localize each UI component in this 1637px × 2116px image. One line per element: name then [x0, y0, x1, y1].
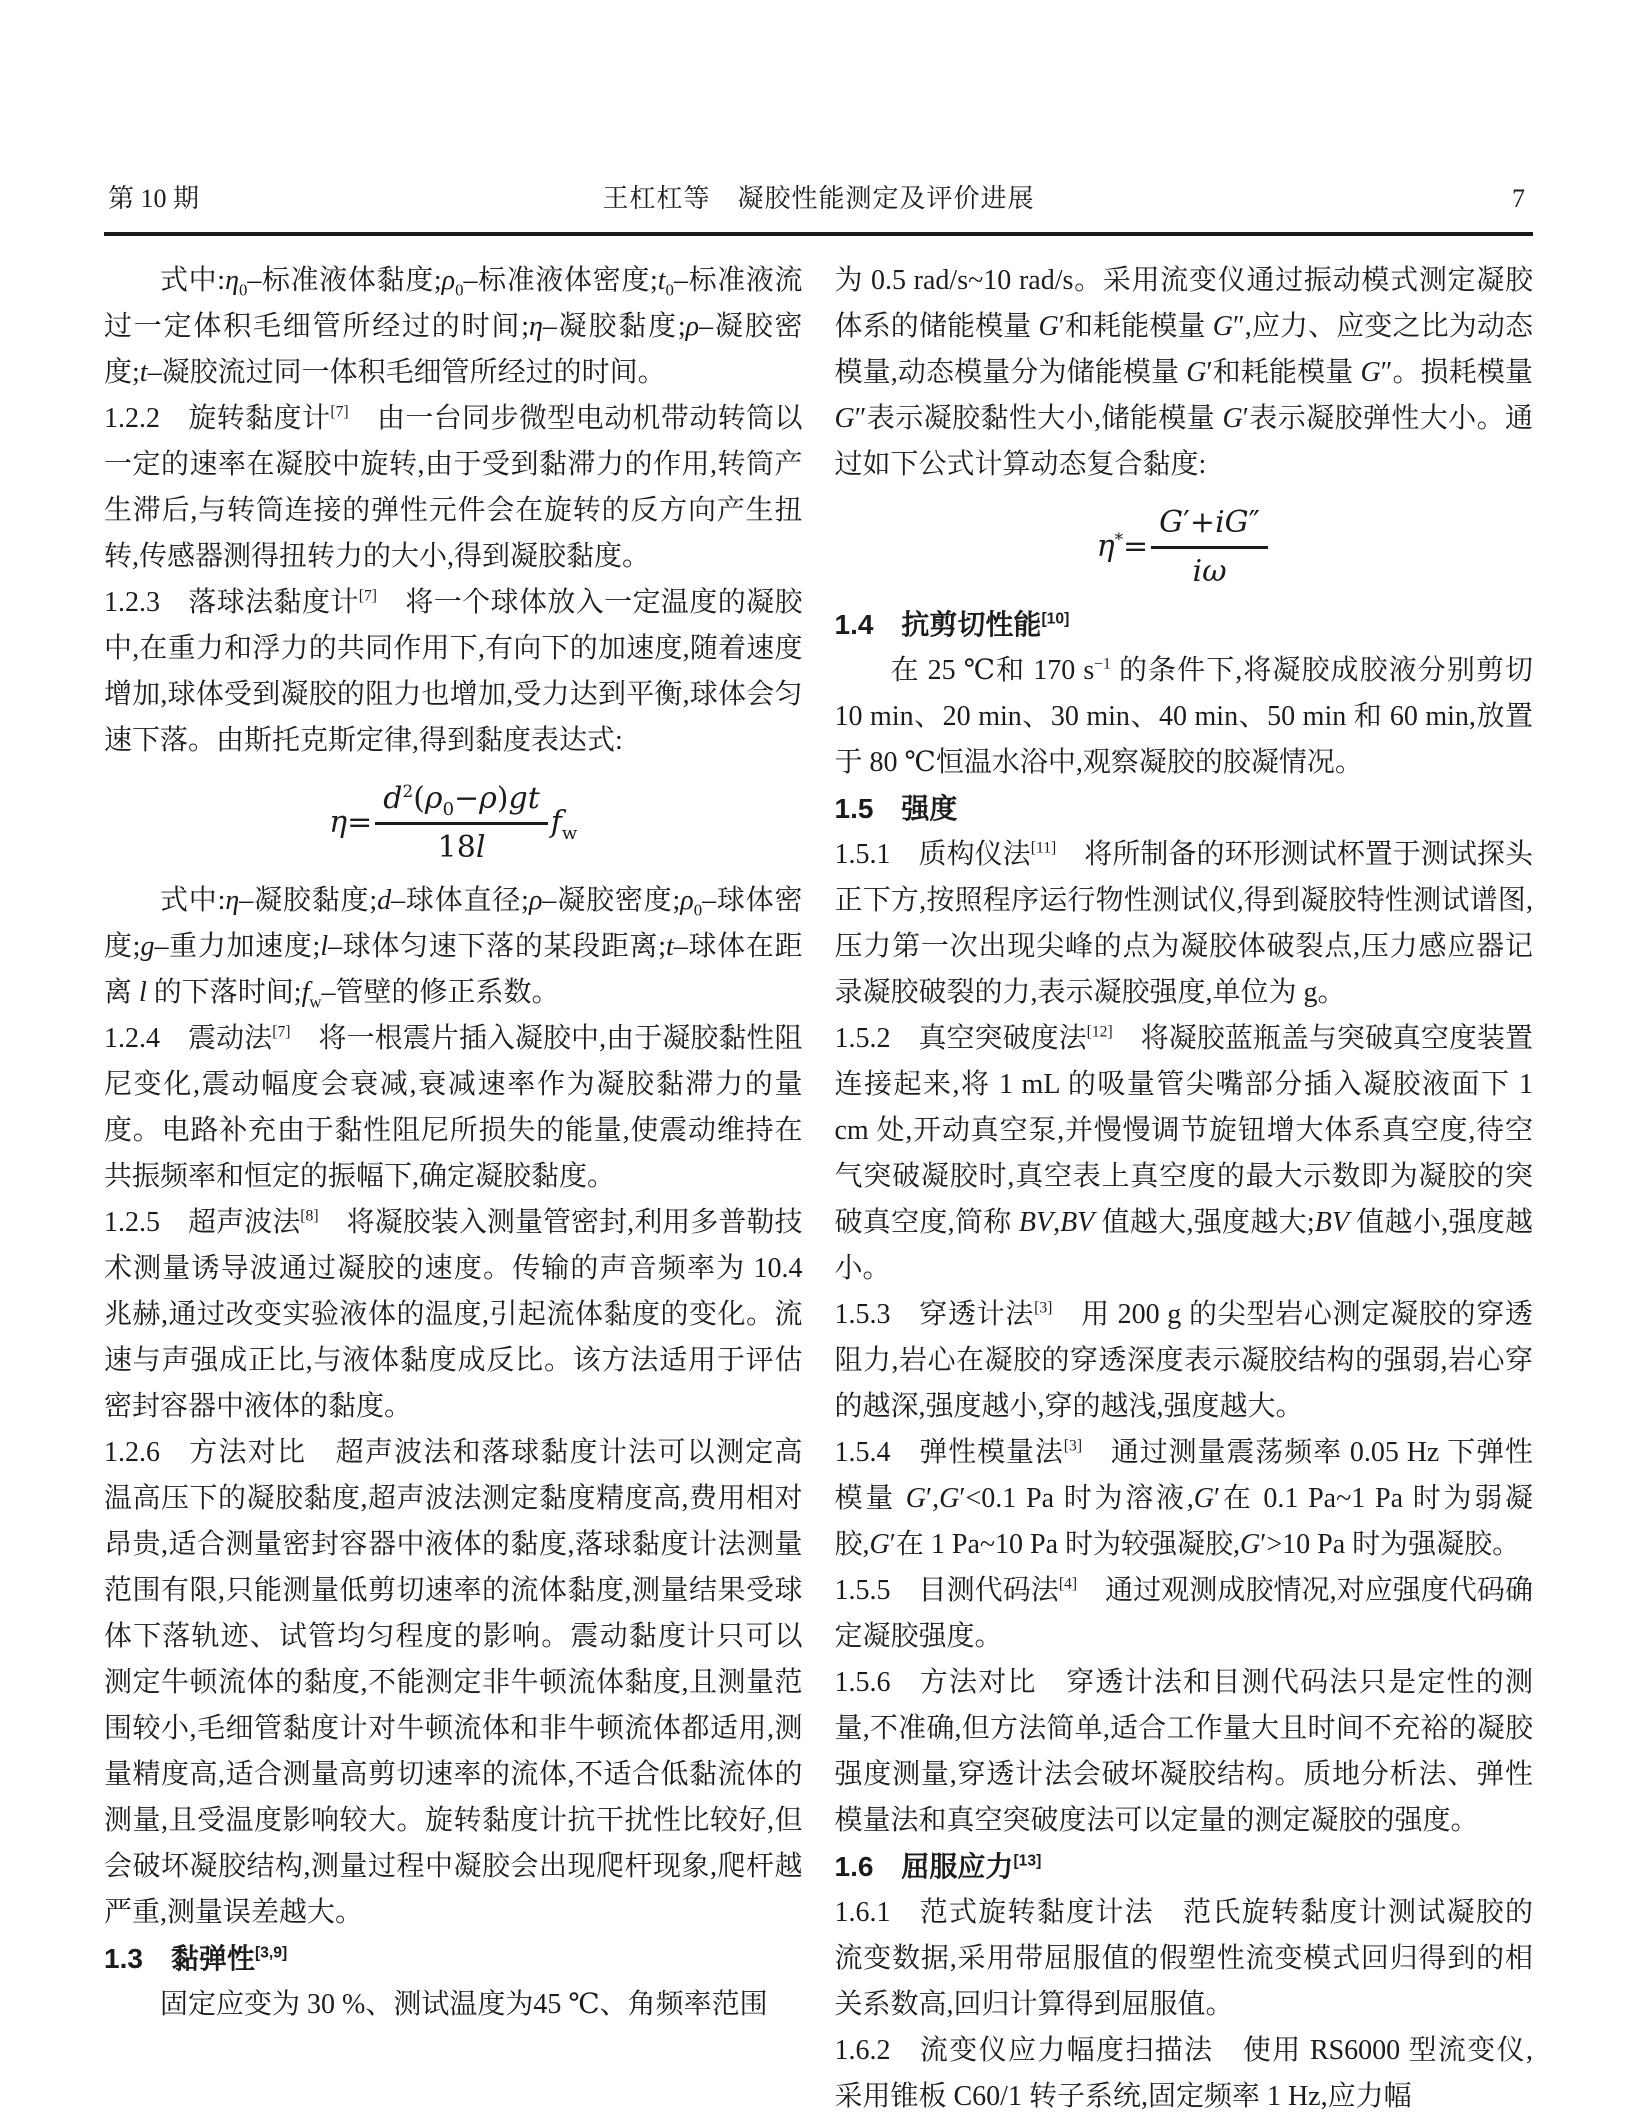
fraction [375, 780, 547, 866]
heading-1-6-yield-stress: 1.6 屈服应力[13] [834, 1851, 1042, 1882]
fraction [1151, 504, 1268, 590]
section-1-2-4-vibration-method: 1.2.4 震动法[7] 将一根震片插入凝胶中,由于凝胶黏性阻尼变化,震动幅度会衰减,衰减速率作为凝胶黏滞力的量度。电路补充由于黏性阻尼所损失的能量,使震动维持在共振频率和恒定的振幅下,确定凝胶黏度。 [104, 1023, 803, 1192]
section-1-2-5-ultrasonic-method: 1.2.5 超声波法[8] 将凝胶装入测量管密封,利用多普勒技术测量诱导波通过凝胶的速度。传输的声音频率为 10.4 兆赫,通过改变实验液体的温度,引起流体黏度的变化。流速与声强成正比,与液体黏度成反比。该方法适用于评估密封容器中液体的黏度。 [104, 1207, 803, 1422]
para-capillary-variables: 式中$:\eta_0-$标准液体黏度$;\rho_0-$标准液体密度$;t_0-$标准液流过一定体积毛细管所经过的时间;η–凝胶黏度;ρ–凝胶密度;t–凝胶流过同一体积毛细管所经过的时间。 [104, 265, 803, 388]
para-viscoelasticity-continued: 为 0.5 rad/s~10 rad/s。采用流变仪通过振动模式测定凝胶体系的储能模量 G′和耗能模量 G″,应力、应变之比为动态模量,动态模量分为储能模量 G′和耗能模量 G″。损耗模量 G″表示凝胶黏性大小,储能模量 G′表示凝胶弹性大小。通过如下公式计算动态复合黏度: [834, 265, 1533, 480]
section-1-5-2-vacuum-breakthrough: 1.5.2 真空突破度法[12] 将凝胶蓝瓶盖与突破真空度装置连接起来,将 1 mL 的吸量管尖嘴部分插入凝胶液面下 1 cm 处,开动真空泵,并慢慢调节旋钮增大体系真空度,待空气突破凝胶时,真空表上真空度的最大示数即为凝胶的突破真空度,简称 BV,BV 值越大,强度越大;BV 值越小,强度越小。 [834, 1023, 1533, 1284]
formula-lhs: η*= [1096, 529, 1149, 565]
fraction-numerator: $d^2(\rho_0-\rho)gt$ [375, 780, 547, 825]
fraction-denominator: 18l [437, 829, 486, 865]
left-column [104, 258, 803, 2116]
heading-1-3-viscoelasticity: 1.3 黏弹性[3,9] [104, 1943, 288, 1974]
section-1-6-1-fann-viscometer: 1.6.1 范式旋转黏度计法 范氏旋转黏度计测试凝胶的流变数据,采用带屈服值的假塑性流变模式回归得到的相关系数高,回归计算得到屈服值。 [834, 1897, 1533, 2020]
section-1-5-3-penetrometer: 1.5.3 穿透计法[3] 用 200 g 的尖型岩心测定凝胶的穿透阻力,岩心在凝胶的穿透深度表示凝胶结构的强弱,岩心穿的越深,强度越小,穿的越浅,强度越大。 [834, 1299, 1533, 1422]
formula-trailing-factor: $f_w$ [550, 805, 578, 845]
section-1-5-1-texture-analyzer: 1.5.1 质构仪法[11] 将所制备的环形测试杯置于测试探头正下方,按照程序运行物性测试仪,得到凝胶特性测试谱图,压力第一次出现尖峰的点为凝胶体破裂点,压力感应器记录凝胶破裂的力,表示凝胶强度,单位为 g。 [834, 839, 1533, 1008]
section-1-5-5-visual-code: 1.5.5 目测代码法[4] 通过观测成胶情况,对应强度代码确定凝胶强度。 [834, 1575, 1533, 1652]
para-falling-ball-variables: 式中:η–凝胶黏度;d–球体直径;ρ–凝胶密度$;\rho_0-$球体密度;g–重力加速度;l–球体匀速下落的某段距离;t–球体在距离 l 的下落时间$;f_w-$管壁的修正系数。 [104, 885, 803, 1012]
section-1-6-2-rheometer-stress-sweep: 1.6.2 流变仪应力幅度扫描法 使用 RS6000 型流变仪,采用锥板 C60/1 转子系统,固定频率 1 Hz,应力幅 [834, 2035, 1533, 2112]
para-shear-resistance: 在 25 ℃和 170 $s^{-1}$ 的条件下,将凝胶成胶液分别剪切 10 min、20 min、30 min、40 min、50 min 和 60 min,放置于 80 ℃恒温水浴中,观察凝胶的胶凝情况。 [834, 655, 1533, 778]
section-1-5-6-method-comparison: 1.5.6 方法对比 穿透计法和目测代码法只是定性的测量,不准确,但方法简单,适合工作量大且时间不充裕的凝胶强度测量,穿透计法会破坏凝胶结构。质地分析法、弹性模量法和真空突破度法可以定量的测定凝胶的强度。 [834, 1667, 1533, 1836]
section-1-2-6-method-comparison: 1.2.6 方法对比 超声波法和落球黏度计法可以测定高温高压下的凝胶黏度,超声波法测定黏度精度高,费用相对昂贵,适合测量密封容器中液体的黏度,落球黏度计法测量范围有限,只能测量低剪切速率的流体黏度,测量结果受球体下落轨迹、试管均匀程度的影响。震动黏度计只可以测定牛顿流体的黏度,不能测定非牛顿流体黏度,且测量范围较小,毛细管黏度计对牛顿流体和非牛顿流体都适用,测量精度高,适合测量高剪切速率的流体,不适合低黏流体的测量,且受温度影响较大。旋转黏度计抗干扰性比较好,但会破坏凝胶结构,测量过程中凝胶会出现爬杆现象,爬杆越严重,测量误差越大。 [104, 1437, 803, 1928]
fraction-numerator: G′+iG″ [1151, 504, 1268, 549]
formula-lhs: η= [329, 805, 373, 841]
complex-viscosity-formula [835, 488, 1534, 602]
section-1-5-4-elastic-modulus: 1.5.4 弹性模量法[3] 通过测量震荡频率 0.05 Hz 下弹性模量 G′,G′<0.1 Pa 时为溶液,G′在 0.1 Pa~1 Pa 时为弱凝胶,G′在 1 Pa~10 Pa 时为较强凝胶,G′>10 Pa 时为强凝胶。 [834, 1437, 1533, 1560]
running-header [104, 178, 1533, 220]
heading-1-4-shear-resistance: 1.4 抗剪切性能[10] [834, 609, 1070, 640]
two-column-body [104, 258, 1533, 2116]
section-1-2-3-falling-ball-viscometer: 1.2.3 落球法黏度计[7] 将一个球体放入一定温度的凝胶中,在重力和浮力的共同作用下,有向下的加速度,随着速度增加,球体受到凝胶的阻力也增加,受力达到平衡,球体会匀速下落。由斯托克斯定律,得到黏度表达式: [104, 587, 803, 756]
section-1-2-2-rotational-viscometer: 1.2.2 旋转黏度计[7] 由一台同步微型电动机带动转筒以一定的速率在凝胶中旋转,由于受到黏滞力的作用,转筒产生滞后,与转筒连接的弹性元件会在旋转的反方向产生扭转,传感器测得扭转力的大小,得到凝胶黏度。 [104, 403, 803, 572]
fraction-denominator: iω [1192, 553, 1227, 589]
right-column [835, 258, 1534, 2116]
page-number: 7 [1512, 184, 1525, 213]
running-title: 王杠杠等 凝胶性能测定及评价进展 [602, 184, 1035, 213]
header-rule [104, 232, 1533, 236]
heading-1-5-strength: 1.5 强度 [834, 793, 958, 824]
para-viscoelasticity-conditions: 固定应变为 30 %、测试温度为45 ℃、角频率范围 [160, 1989, 768, 2020]
falling-ball-viscosity-formula [104, 764, 803, 878]
journal-issue-label: 第 10 期 [108, 184, 200, 213]
